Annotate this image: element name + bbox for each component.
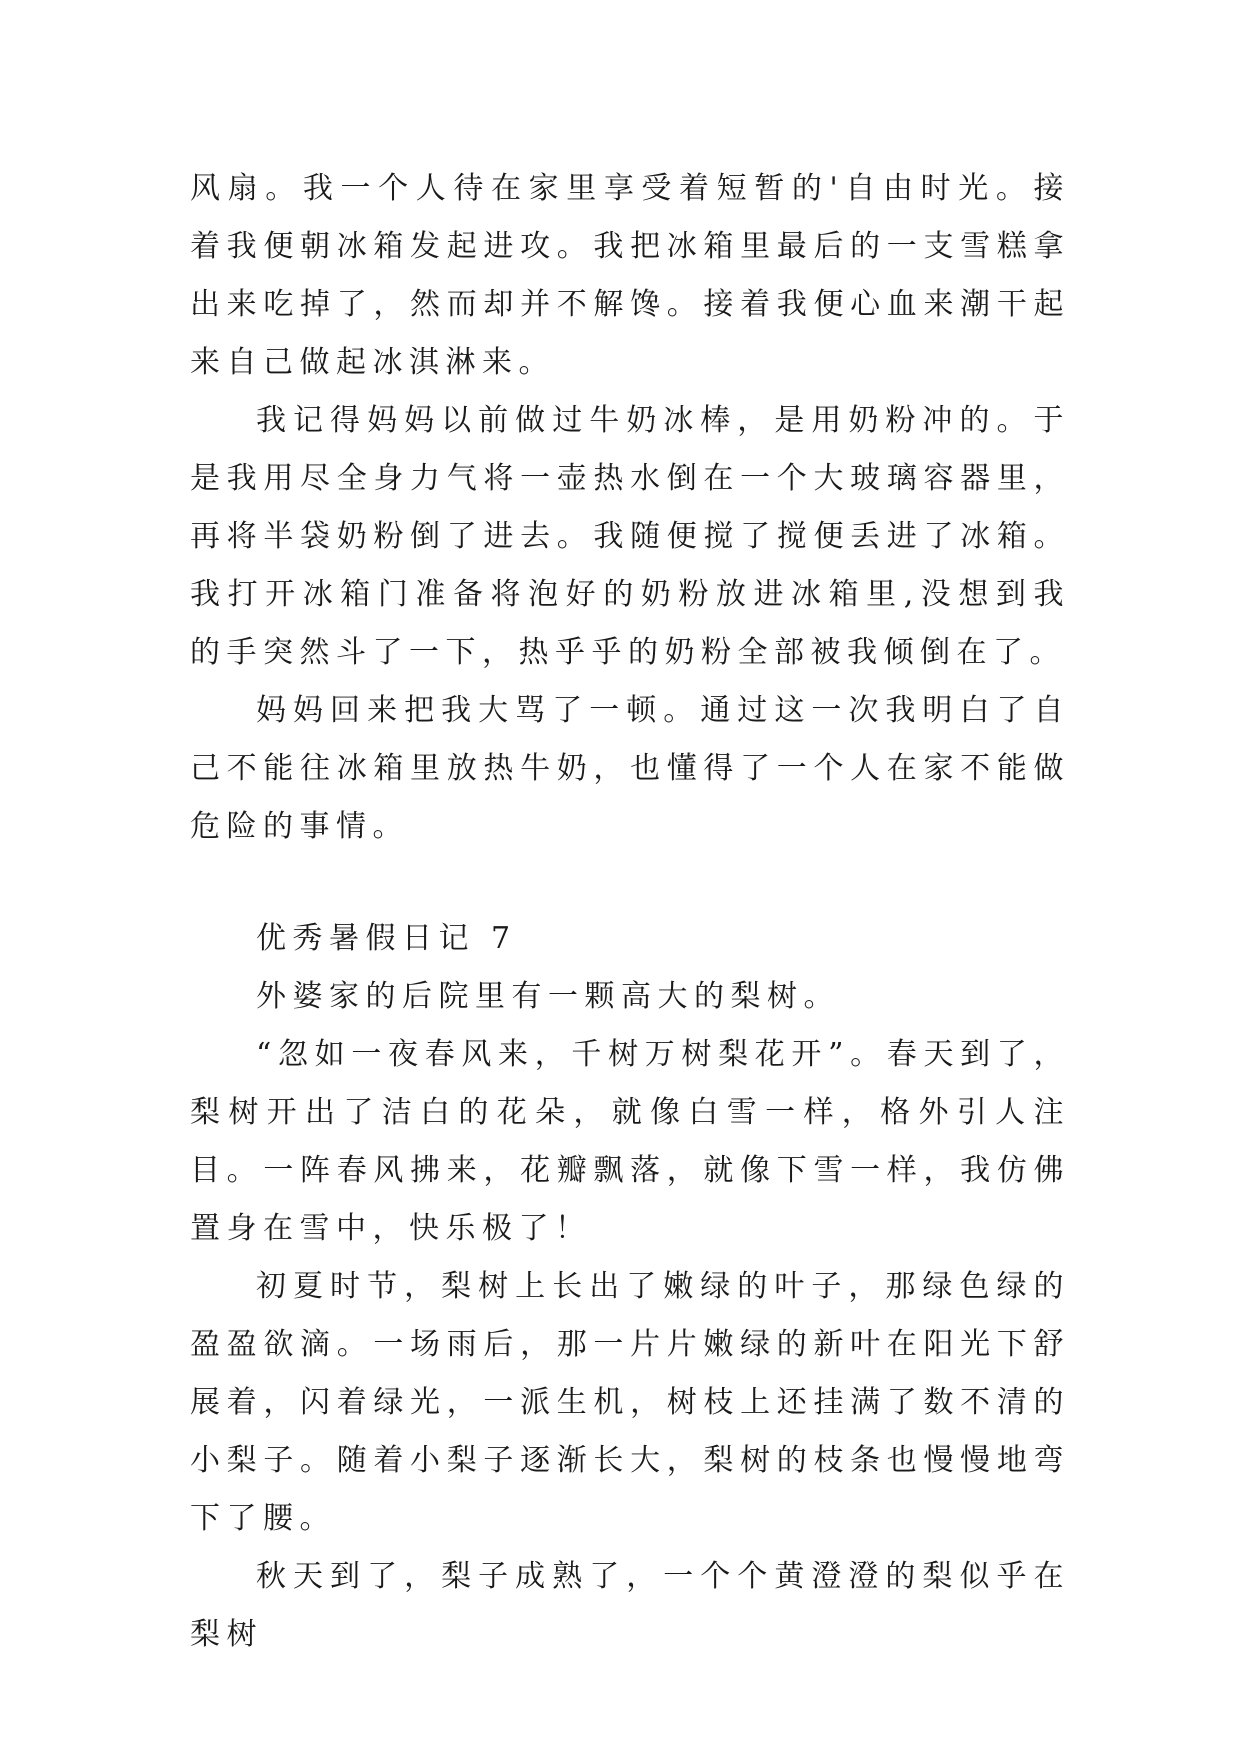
paragraph-continuation: 风扇。我一个人待在家里享受着短暂的'自由时光。接着我便朝冰箱发起进攻。我把冰箱里最后的一支雪糕拿出来吃掉了，然而却并不解馋。接着我便心血来潮干起来自己做起冰淇淋来。 [190, 171, 1070, 380]
diary-entry-title: 优秀暑假日记 7 [256, 921, 517, 956]
diary-section-one [190, 160, 1070, 856]
paragraph-early-summer: 初夏时节，梨树上长出了嫩绿的叶子，那绿色绿的盈盈欲滴。一场雨后，那一片片嫩绿的新叶在阳光下舒展着，闪着绿光，一派生机，树枝上还挂满了数不清的小梨子。随着小梨子逐渐长大，梨树的枝条也慢慢地弯下了腰。 [190, 1269, 1070, 1536]
paragraph-milk-popsicle: 我记得妈妈以前做过牛奶冰棒，是用奶粉冲的。于是我用尽全身力气将一壶热水倒在一个大玻璃容器里，再将半袋奶粉倒了进去。我随便搅了搅便丢进了冰箱。我打开冰箱门准备将泡好的奶粉放进冰箱里,没想到我的手突然斗了一下，热乎乎的奶粉全部被我倾倒在了。 [190, 403, 1070, 670]
paragraph-lesson-learned: 妈妈回来把我大骂了一顿。通过这一次我明白了自己不能往冰箱里放热牛奶，也懂得了一个人在家不能做危险的事情。 [190, 693, 1070, 844]
paragraph-pear-tree-intro: 外婆家的后院里有一颗高大的梨树。 [256, 979, 840, 1014]
paragraph-autumn: 秋天到了，梨子成熟了，一个个黄澄澄的梨似乎在梨树 [190, 1559, 1070, 1652]
diary-section-two [190, 910, 1070, 1664]
paragraph-spring: “忽如一夜春风来，千树万树梨花开”。春天到了，梨树开出了洁白的花朵，就像白雪一样，格外引人注目。一阵春风拂来，花瓣飘落，就像下雪一样，我仿佛置身在雪中，快乐极了！ [190, 1037, 1070, 1246]
